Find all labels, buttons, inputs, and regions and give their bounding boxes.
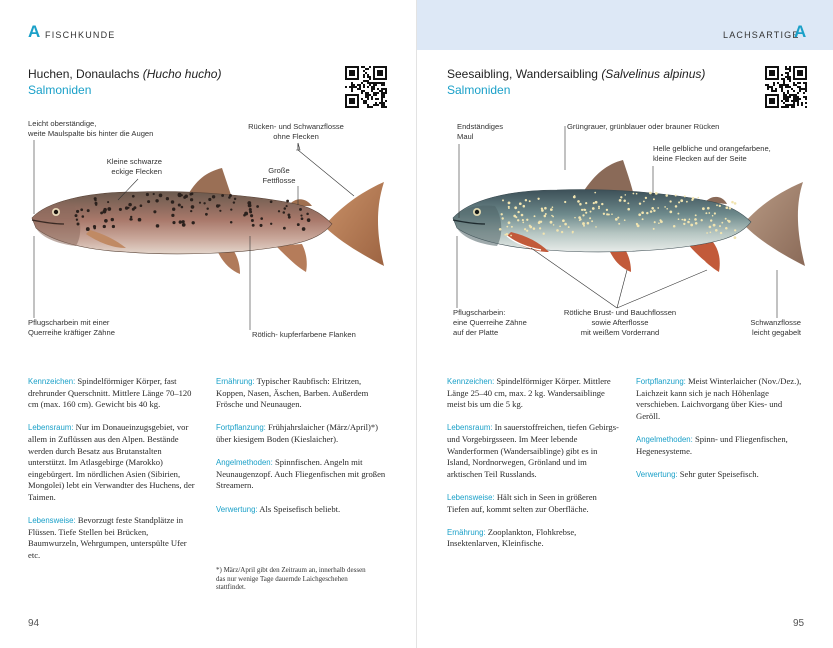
annotation-vomer: Pflugscharbein mit einer Querreihe kräftiger Zähne [28, 318, 115, 337]
paragraph-lebensweise: Lebensweise: Hält sich in Seen in größeren Tiefen auf, kommt selten zur Oberfläche. [447, 491, 597, 514]
paragraph-verwertung: Verwertung: Sehr guter Speisefisch. [636, 468, 759, 479]
paragraph-fortpflanzung: Fortpflanzung: Frühjahrslaicher (März/April)*) über kiesigem Boden (Kieslaicher). [216, 422, 378, 444]
paragraph-verwertung: Verwertung: Als Speisefisch beliebt. [216, 503, 341, 514]
paragraph-angelmethoden: Angelmethoden: Spinnfischen. Angeln mit Neunaugenzopf. Auch Fliegenfischen mit großen Streamern. [216, 457, 386, 491]
left-page [0, 0, 416, 648]
section-letter: A [794, 22, 807, 41]
annotation-adipose-fin: Große Fettflosse [262, 166, 296, 185]
fish-family: Salmoniden [28, 83, 92, 97]
annotation-flanks: Rötlich- kupferfarbene Flanken [252, 330, 356, 339]
page-number: 95 [793, 618, 805, 629]
paragraph-lebensraum: Lebensraum: In sauerstoffreichen, tiefen Gebirgs- und Vorgebirgsseen. Im Meer lebende Wanderformen (Wandersaiblinge) gibt es in Island, Nordnorwegen, Grönland und im arktischen Teil Russlands. [447, 422, 619, 479]
section-letter: A [28, 22, 41, 41]
fish-scientific-name: (Hucho hucho) [142, 67, 222, 81]
annotation-spots: Kleine schwarze eckige Flecken [106, 157, 162, 176]
paragraph-ernaehrung: Ernährung: Zooplankton, Flohkrebse, Insektenlarven, Kleinfische. [447, 526, 577, 549]
text-column-2 [216, 376, 388, 527]
fish-scientific-name: (Salvelinus alpinus) [601, 67, 706, 81]
annotation-mouth: Leicht oberständige, weite Maulspalte bis hinter die Augen [28, 119, 154, 138]
footnote: *) März/April gibt den Zeitraum an, innerhalb dessen das nur wenige Tage dauernde Laichgeschehen stattfindet. [216, 566, 366, 591]
text-column-1 [447, 376, 619, 562]
paragraph-kennzeichen: Kennzeichen: Spindelförmiger Körper, fast drehrunder Querschnitt. Mittlere Länge 70–120 cm (max. 160 cm). Gewicht bis 40 kg. [28, 376, 192, 410]
text-column-1 [28, 376, 198, 573]
fish-common-name: Seesaibling, Wandersaibling [447, 67, 602, 81]
paragraph-angelmethoden: Angelmethoden: Spinn- und Fliegenfischen, Hegenesysteme. [636, 433, 788, 456]
annotation-red-fins: Rötliche Brust- und Bauchflossen sowie Afterflosse mit weißem Vorderrand [563, 308, 677, 337]
paragraph-lebensweise: Lebensweise: Bevorzugt feste Standplätze in Flüssen. Tiefe Stellen bei Brücken, Baumwurzeln, Wehrgumpen, unterspülte Ufer etc. [28, 515, 187, 560]
fish-common-name: Huchen, Donaulachs [28, 67, 143, 81]
paragraph-lebensraum: Lebensraum: Nur im Donaueinzugsgebiet, vor allem in Zuflüssen aus den Alpen. Bestände werden durch Besatz aus Brutanstalten unterstützt. Im Atlasgebirge (Marokko) eingebürgert. Im nördlichen Asien (Sibirien, Mongolei) lebt ein Verwandter des Huchens, der Taimen. [28, 422, 195, 502]
page-number: 94 [28, 618, 40, 629]
fish-family: Salmoniden [447, 83, 511, 97]
text-column-2 [636, 376, 806, 492]
annotation-tail-fin: Schwanzflosse leicht gegabelt [750, 318, 801, 337]
section-title: LACHSARTIGE [723, 30, 800, 40]
annotation-mouth: Endständiges Maul [457, 122, 504, 141]
section-title: FISCHKUNDE [45, 30, 116, 40]
annotation-side-spots: Helle gelbliche und orangefarbene, kleine Flecken auf der Seite [653, 144, 771, 163]
right-page [417, 0, 833, 648]
annotation-fins: Rücken- und Schwanzflosse ohne Flecken [248, 122, 344, 141]
annotation-back-color: Grüngrauer, grünblauer oder brauner Rücken [567, 122, 720, 131]
paragraph-ernaehrung: Ernährung: Typischer Raubfisch: Elritzen, Koppen, Nasen, Äschen, Barben. Außerdem Frösche und Neunaugen. [216, 376, 369, 410]
annotation-vomer: Pflugscharbein: eine Querreihe Zähne auf der Platte [453, 308, 527, 337]
paragraph-kennzeichen: Kennzeichen: Spindelförmiger Körper. Mittlere Länge 25–40 cm, max. 2 kg. Wandersaiblinge meist bis um die 5 kg. [447, 376, 611, 410]
paragraph-fortpflanzung: Fortpflanzung: Meist Winterlaicher (Nov./Dez.), Laichzeit kann sich je nach Höhenlage verschieben. Laichvorgang über Kies- und Geröll. [636, 376, 802, 421]
